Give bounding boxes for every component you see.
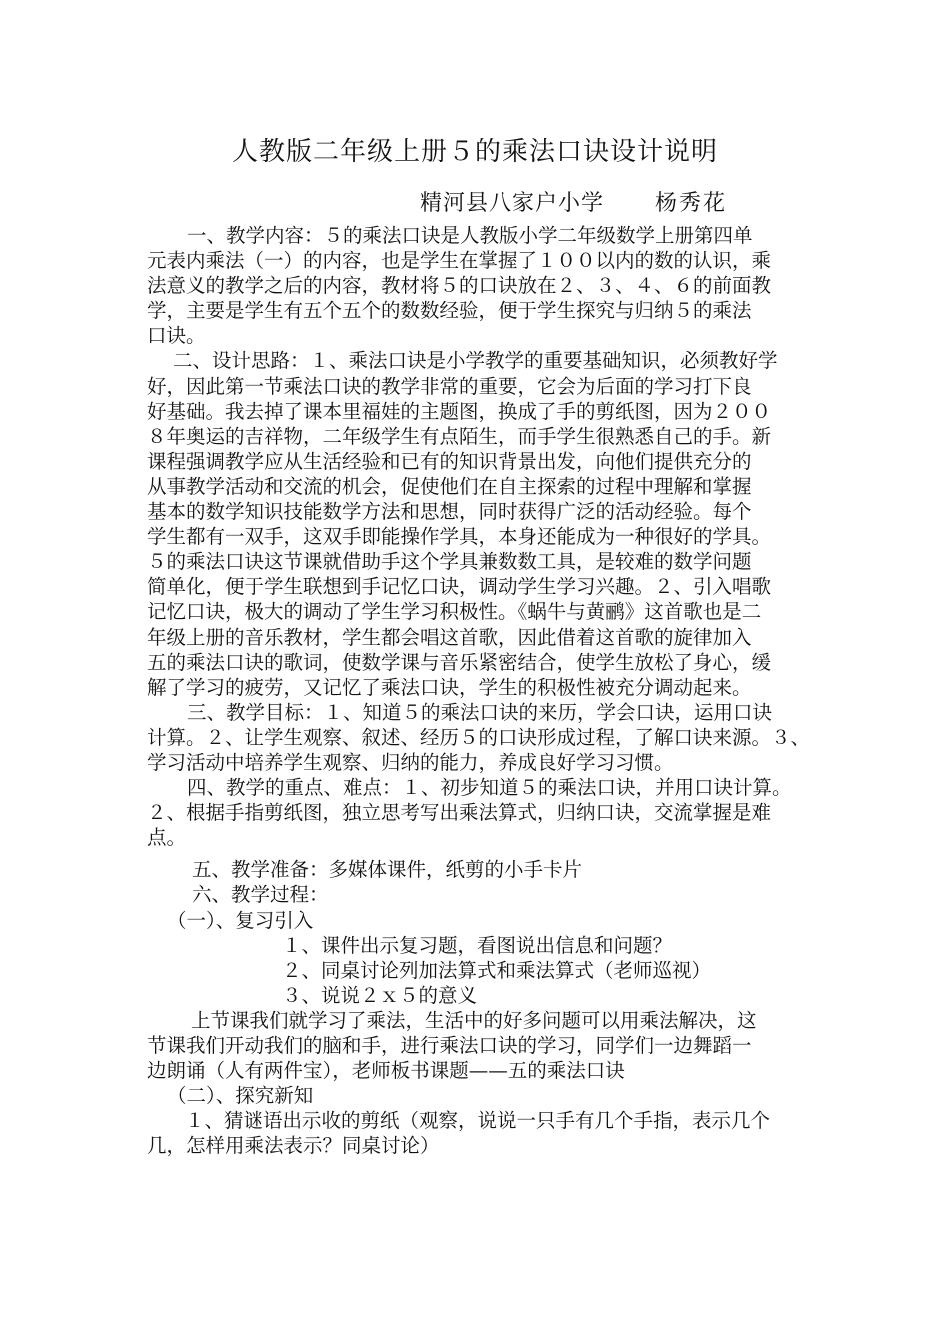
paragraph-line: １、猜谜语出示收的剪纸（观察，说说一只手有几个手指，表示几个 xyxy=(185,1109,771,1133)
paragraph-line: 五、教学准备：多媒体课件，纸剪的小手卡片 xyxy=(192,858,583,882)
paragraph-line: 边朗诵（人有两件宝），老师板书课题——五的乘法口诀 xyxy=(147,1059,625,1083)
paragraph-line: 五的乘法口诀的歌词，使数学课与音乐紧密结合，使学生放松了身心，缓 xyxy=(147,650,772,674)
paragraph-line: 学习活动中培养学生观察、归纳的能力，养成良好学习习惯。 xyxy=(147,750,674,774)
paragraph-line: 一、教学内容：５的乘法口诀是人教版小学二年级数学上册第四单 xyxy=(187,224,753,247)
paragraph-line: 三、教学目标：１、知道５的乘法口诀的来历，学会口诀，运用口诀 xyxy=(187,700,773,724)
paragraph-line: 好基础。我去掉了课本里福娃的主题图，换成了手的剪纸图，因为２００ xyxy=(147,399,772,423)
paragraph-line: 点。 xyxy=(147,826,187,850)
paragraph-line: 年级上册的音乐教材，学生都会唱这首歌，因此借着这首歌的旋律加入 xyxy=(147,625,752,649)
paragraph-line: （二）、探究新知 xyxy=(167,1084,314,1108)
author-line xyxy=(420,186,727,217)
paragraph-line: 二、设计思路：１、乘法口诀是小学教学的重要基础知识，必须教好学 xyxy=(173,349,778,373)
author-school: 精河县八家户小学 xyxy=(420,191,605,216)
paragraph-line: 课程强调教学应从生活经验和已有的知识背景出发，向他们提供充分的 xyxy=(147,449,752,473)
body-text xyxy=(147,223,847,1158)
paragraph-line: 法意义的教学之后的内容，教材将５的口诀放在２、３、４、６的前面教 xyxy=(147,274,772,298)
paragraph-line: ５的乘法口诀这节课就借助手这个学具兼数数工具，是较难的数学问题 xyxy=(147,550,752,574)
paragraph-line: 好，因此第一节乘法口诀的教学非常的重要，它会为后面的学习打下良 xyxy=(147,374,752,398)
paragraph-line: 学生都有一双手，这双手即能操作学具，本身还能成为一种很好的学具。 xyxy=(147,525,772,549)
paragraph-line: 简单化，便于学生联想到手记忆口诀，调动学生学习兴趣。２、引入唱歌 xyxy=(147,575,772,599)
paragraph-line: ３、说说２ｘ５的意义 xyxy=(282,983,478,1007)
paragraph-line: ２、根据手指剪纸图，独立思考写出乘法算式，归纳口诀，交流掌握是难 xyxy=(147,801,772,825)
paragraph-line: 计算。２、让学生观察、叙述、经历５的口诀形成过程，了解口诀来源。３、 xyxy=(147,725,811,749)
document-title: 人教版二年级上册５的乘法口诀设计说明 xyxy=(231,137,718,167)
paragraph-line: １、课件出示复习题，看图说出信息和问题？ xyxy=(282,933,673,957)
paragraph-line: 从事教学活动和交流的机会，促使他们在自主探索的过程中理解和掌握 xyxy=(147,474,752,498)
author-name: 杨秀花 xyxy=(655,191,728,216)
paragraph-line: 口诀。 xyxy=(147,324,206,348)
paragraph-line: 元表内乘法（一）的内容，也是学生在掌握了１００以内的数的认识，乘 xyxy=(147,249,772,273)
paragraph-line: 记忆口诀，极大的调动了学生学习积极性。《蜗牛与黄鹂》这首歌也是二 xyxy=(147,600,762,624)
paragraph-line: 上节课我们就学习了乘法，生活中的好多问题可以用乘法解决，这 xyxy=(191,1008,757,1032)
paragraph-line: 六、教学过程： xyxy=(192,883,329,907)
paragraph-line: （一）、复习引入 xyxy=(167,908,314,932)
paragraph-line: ８年奥运的吉祥物，二年级学生有点陌生，而手学生很熟悉自己的手。新 xyxy=(147,424,772,448)
paragraph-line: 解了学习的疲劳，又记忆了乘法口诀，学生的积极性被充分调动起来。 xyxy=(147,675,752,699)
paragraph-line: 节课我们开动我们的脑和手，进行乘法口诀的学习，同学们一边舞蹈一 xyxy=(147,1034,752,1057)
paragraph-line: ２、同桌讨论列加法算式和乘法算式（老师巡视） xyxy=(282,958,712,982)
paragraph-line: 学，主要是学生有五个五个的数数经验，便于学生探究与归纳５的乘法 xyxy=(147,299,752,323)
paragraph-line: 四、教学的重点、难点：１、初步知道５的乘法口诀，并用口诀计算。 xyxy=(187,776,792,800)
paragraph-line: 基本的数学知识技能数学方法和思想，同时获得广泛的活动经验。每个 xyxy=(147,500,752,524)
paragraph-line: 几，怎样用乘法表示？同桌讨论） xyxy=(147,1134,440,1158)
